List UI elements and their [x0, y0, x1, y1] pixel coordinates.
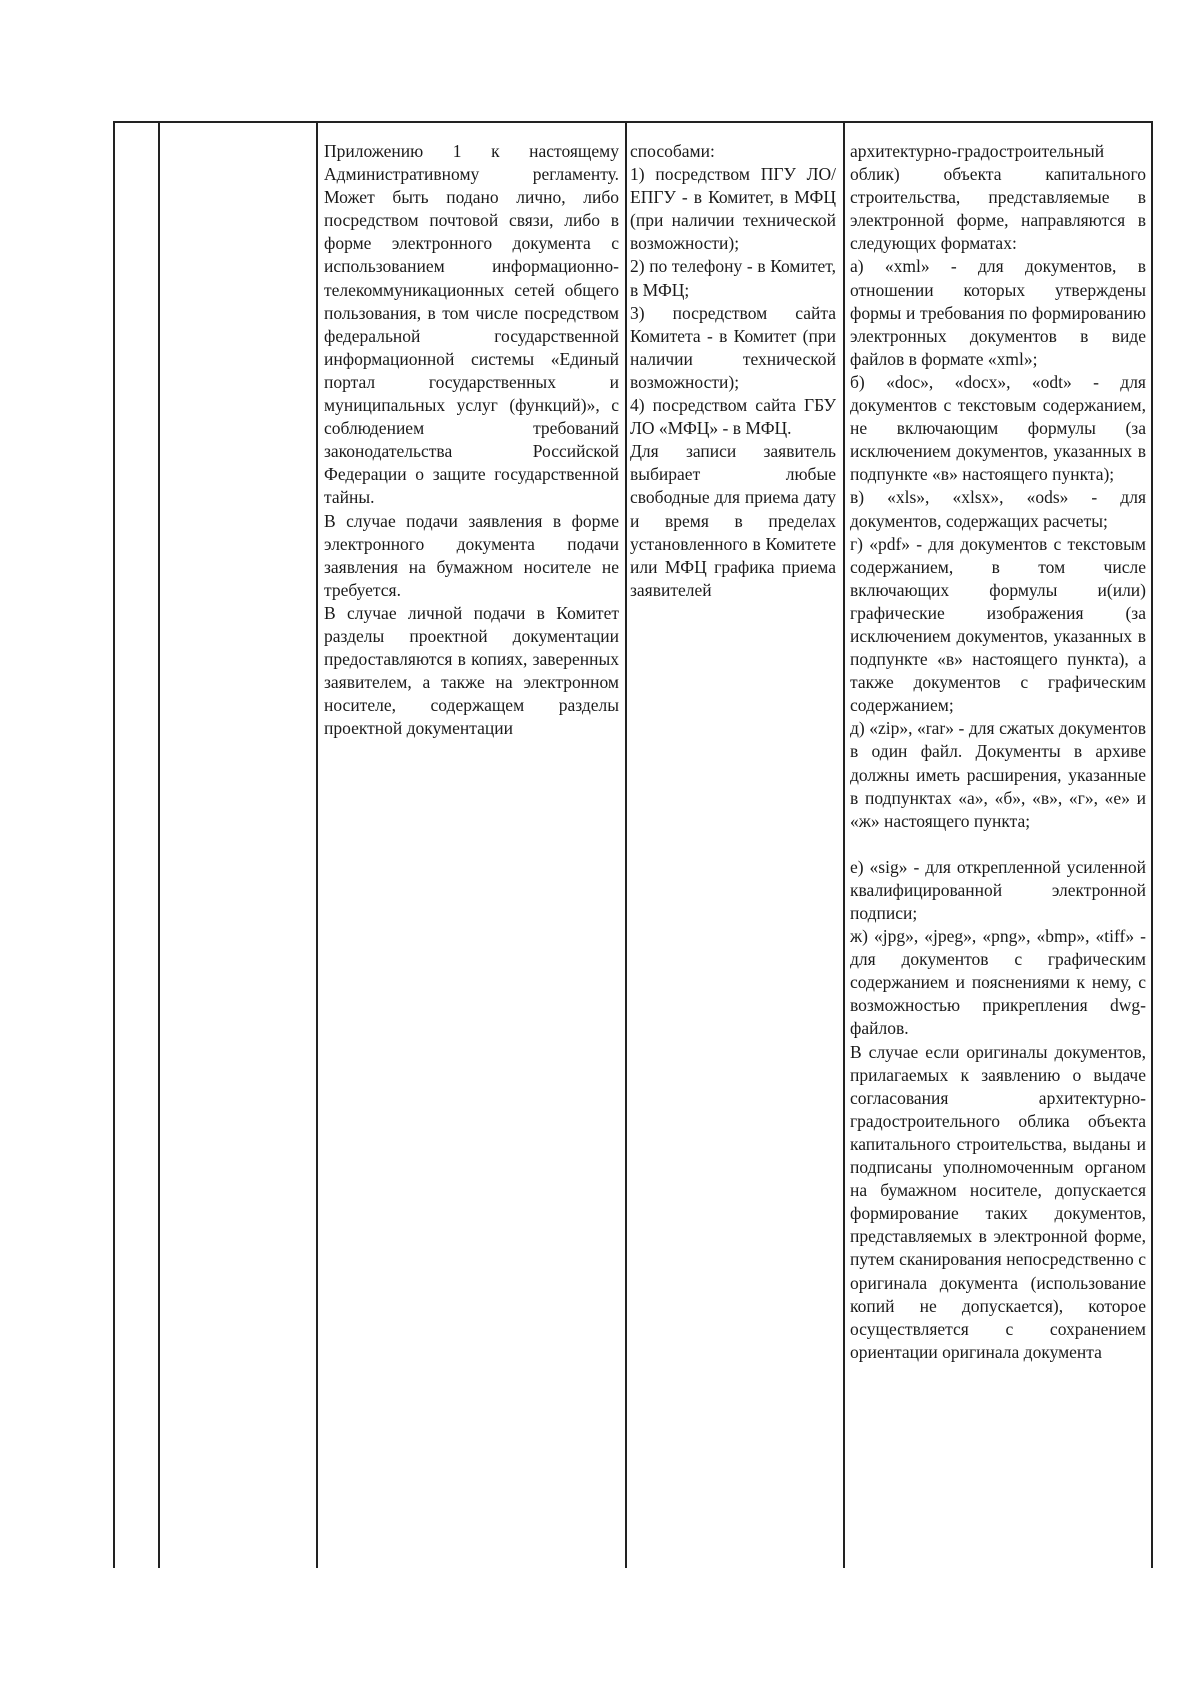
- spacer: [850, 833, 1146, 856]
- list-item: г) «pdf» - для документов с текстовым содержанием, в том числе включающих формулы и(или) графические изображения (за исключением документов, указанных в подпункте «в» настоящего пункта), а также документов с графическим содержанием;: [850, 533, 1146, 716]
- list-item: б) «doc», «docx», «odt» - для документов с текстовым содержанием, не включающим формулы (за исключением документов, указанных в подпункте «в» настоящего пункта);: [850, 371, 1146, 485]
- file-formats-cell: [850, 140, 1146, 1364]
- procedure-text-cell: [324, 140, 619, 740]
- column-border-4: [625, 121, 627, 1568]
- appointment-methods-cell: [630, 140, 836, 602]
- list-item: 3) посредством сайта Комитета - в Комитет (при наличии технической возможности);: [630, 302, 836, 392]
- list-item: 4) посредством сайта ГБУ ЛО «МФЦ» - в МФЦ.: [630, 395, 836, 439]
- column-border-3: [316, 121, 318, 1568]
- list-item: 1) посредством ПГУ ЛО/ЕПГУ - в Комитет, в МФЦ (при наличии технической возможности);: [630, 164, 836, 254]
- paragraph: способами:: [630, 141, 715, 161]
- paragraph: В случае если оригиналы документов, прилагаемых к заявлению о выдаче согласования архитектурно-градостроительного облика объекта капитального строительства, выданы и подписаны уполномоченным органом на бумажном носителе, допускается формирование таких документов, представляемых в электронной форме, путем сканирования непосредственно с оригинала документа (использование копий не допускается), которое осуществляется с сохранением ориентации оригинала документа: [850, 1041, 1146, 1362]
- column-border-6: [1151, 121, 1153, 1568]
- paragraph: В случае подачи заявления в форме электронного документа подачи заявления на бумажном носителе не требуется.: [324, 510, 619, 600]
- list-item: а) «xml» - для документов, в отношении которых утверждены формы и требования по формированию электронных документов в виде файлов в формате «xml»;: [850, 256, 1146, 369]
- table-top-border: [113, 121, 1153, 123]
- list-item: е) «sig» - для открепленной усиленной квалифицированной электронной подписи;: [850, 856, 1146, 923]
- list-item: 2) по телефону - в Комитет, в МФЦ;: [630, 256, 836, 300]
- paragraph: Для записи заявитель выбирает любые свободные для приема дату и время в пределах установленного в Комитете или МФЦ графика приема заявителей: [630, 441, 836, 600]
- column-border-1: [113, 121, 115, 1568]
- paragraph: Приложению 1 к настоящему Административному регламенту. Может быть подано лично, либо посредством почтовой связи, либо в форме электронного документа с использованием информационно-телекоммуникационных сетей общего пользования, в том числе посредством федеральной государственной информационной системы «Единый портал государственных и муниципальных услуг (функций)», с соблюдением требований законодательства Российской Федерации о защите государственной тайны.: [324, 141, 619, 508]
- paragraph: В случае личной подачи в Комитет разделы проектной документации предоставляются в копиях, заверенных заявителем, а также на электронном носителе, содержащем разделы проектной документации: [324, 602, 619, 739]
- list-item: в) «xls», «xlsx», «ods» - для документов, содержащих расчеты;: [850, 487, 1146, 531]
- column-border-5: [843, 121, 845, 1568]
- column-border-2: [158, 121, 160, 1568]
- list-item: д) «zip», «rar» - для сжатых документов в один файл. Документы в архиве должны иметь расширения, указанные в подпунктах «а», «б», «в», «г», «е» и «ж» настоящего пункта;: [850, 718, 1146, 831]
- paragraph: архитектурно-градостроительный облик) объекта капитального строительства, представляемые в электронной форме, направляются в следующих форматах:: [850, 141, 1146, 254]
- list-item: ж) «jpg», «jpeg», «png», «bmp», «tiff» - для документов с графическим содержанием и пояснениями к нему, с возможностью прикрепления dwg-файлов.: [850, 926, 1146, 1039]
